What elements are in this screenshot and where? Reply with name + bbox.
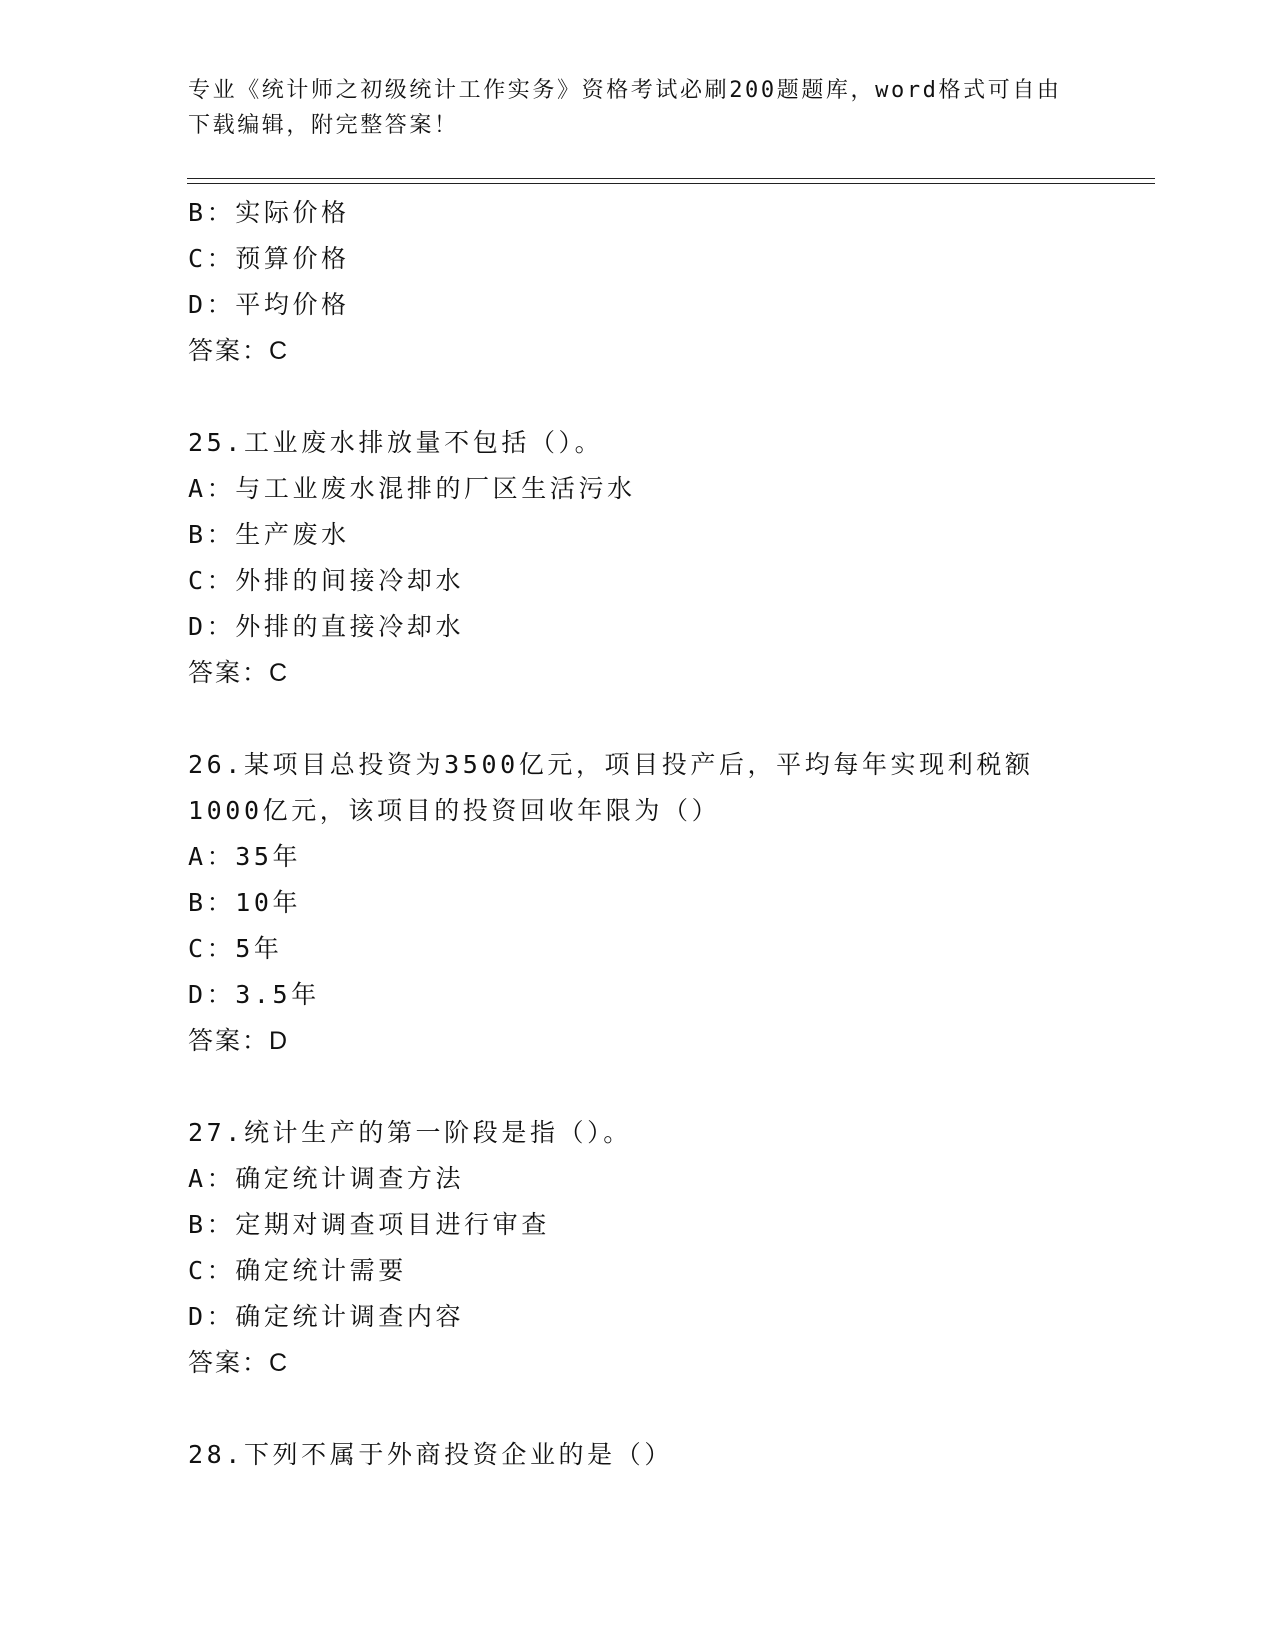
option-a: A：35年 — [188, 842, 302, 871]
spacer — [188, 1064, 1148, 1110]
header-divider-bottom — [187, 183, 1155, 184]
spacer — [188, 374, 1148, 420]
question-26-stem: 26.某项目总投资为3500亿元，项目投产后，平均每年实现利税额 — [188, 750, 1034, 779]
option-b: B：10年 — [188, 888, 302, 917]
question-list — [188, 190, 1148, 1478]
spacer — [188, 696, 1148, 742]
option-d: D：3.5年 — [188, 980, 320, 1009]
header-line-2: 下载编辑，附完整答案！ — [188, 113, 459, 138]
option-b: B：实际价格 — [188, 198, 350, 227]
document-header — [188, 73, 1068, 143]
answer-line: 答案：C — [188, 659, 290, 687]
option-c: C：外排的间接冷却水 — [188, 566, 465, 595]
answer-line: 答案：C — [188, 337, 290, 365]
option-d: D：确定统计调查内容 — [188, 1302, 465, 1331]
option-d: D：外排的直接冷却水 — [188, 612, 465, 641]
option-c: C：5年 — [188, 934, 283, 963]
header-divider-top — [187, 178, 1155, 179]
question-28-stem: 28.下列不属于外商投资企业的是（） — [188, 1440, 673, 1469]
question-27-stem: 27.统计生产的第一阶段是指（）。 — [188, 1118, 632, 1147]
question-26-stem-cont: 1000亿元，该项目的投资回收年限为（） — [188, 796, 721, 825]
option-c: C：预算价格 — [188, 244, 350, 273]
question-25-stem: 25.工业废水排放量不包括（）。 — [188, 428, 604, 457]
answer-line: 答案：C — [188, 1349, 290, 1377]
answer-line: 答案：D — [188, 1027, 290, 1055]
option-b: B：生产废水 — [188, 520, 350, 549]
option-c: C：确定统计需要 — [188, 1256, 407, 1285]
header-line-1: 专业《统计师之初级统计工作实务》资格考试必刷200题题库，word格式可自由 — [188, 78, 1062, 103]
option-b: B：定期对调查项目进行审查 — [188, 1210, 550, 1239]
option-a: A：与工业废水混排的厂区生活污水 — [188, 474, 636, 503]
spacer — [188, 1386, 1148, 1432]
option-a: A：确定统计调查方法 — [188, 1164, 465, 1193]
option-d: D：平均价格 — [188, 290, 350, 319]
